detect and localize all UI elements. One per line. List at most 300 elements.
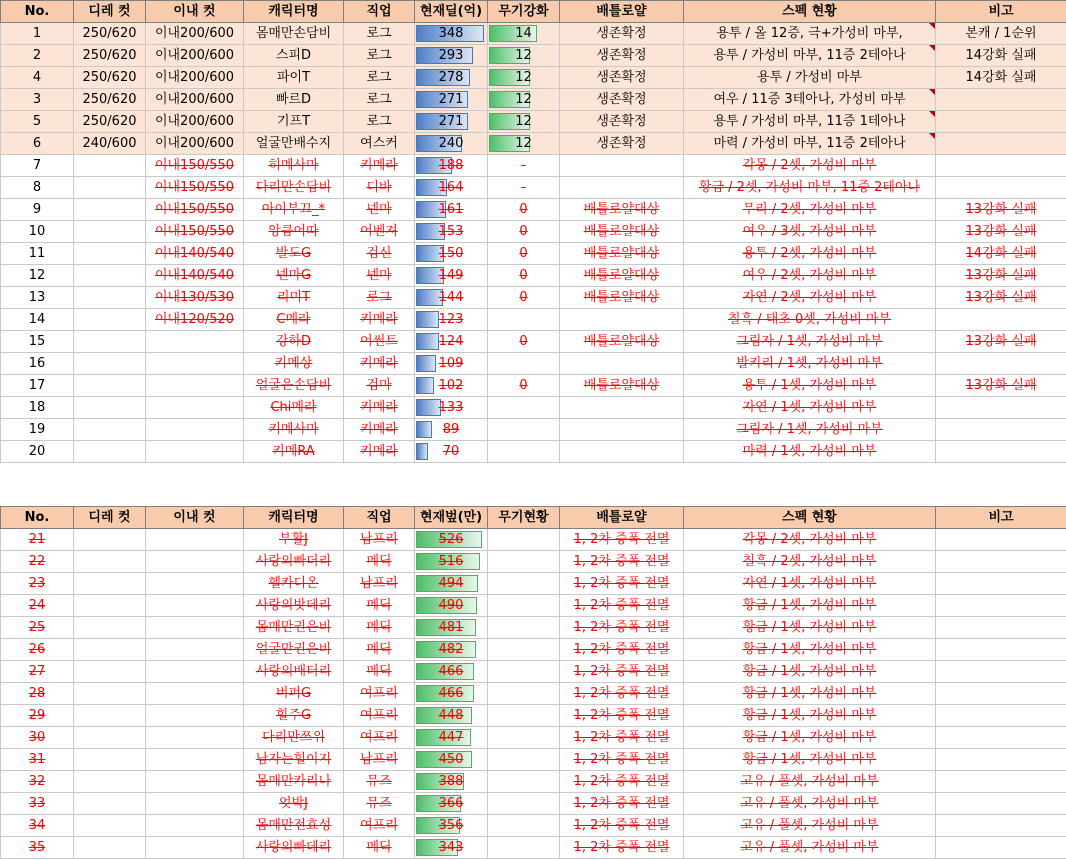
- damage-cell[interactable]: [415, 111, 488, 133]
- character-name-cell[interactable]: [244, 639, 344, 661]
- inner-cut-cell[interactable]: 이내200/600: [146, 45, 244, 67]
- dire-cut-cell[interactable]: [74, 529, 146, 551]
- spec-cell[interactable]: [684, 155, 936, 177]
- row-number-cell[interactable]: 16: [1, 353, 74, 375]
- battle-royale-cell[interactable]: [560, 749, 684, 771]
- battle-royale-cell[interactable]: [560, 177, 684, 199]
- weapon-cell[interactable]: [488, 243, 560, 265]
- comment-flag-icon[interactable]: [929, 133, 935, 139]
- inner-cut-cell[interactable]: [146, 595, 244, 617]
- row-number-cell[interactable]: 2: [1, 45, 74, 67]
- dire-cut-cell[interactable]: 250/620: [74, 89, 146, 111]
- column-header[interactable]: No.: [1, 507, 74, 529]
- spec-cell[interactable]: [684, 573, 936, 595]
- weapon-status-cell[interactable]: [488, 617, 560, 639]
- battle-royale-cell[interactable]: 생존확정: [560, 111, 684, 133]
- row-number-cell[interactable]: 1: [1, 23, 74, 45]
- spec-cell[interactable]: [684, 771, 936, 793]
- job-cell[interactable]: [344, 265, 415, 287]
- damage-cell[interactable]: [415, 89, 488, 111]
- weapon-cell[interactable]: [488, 133, 560, 155]
- battle-royale-cell[interactable]: [560, 639, 684, 661]
- battle-royale-cell[interactable]: [560, 617, 684, 639]
- inner-cut-cell[interactable]: [146, 353, 244, 375]
- row-number-cell[interactable]: 20: [1, 441, 74, 463]
- row-number-cell[interactable]: [1, 793, 74, 815]
- column-header[interactable]: 캐릭터명: [244, 507, 344, 529]
- damage-cell[interactable]: [415, 23, 488, 45]
- note-cell[interactable]: [936, 815, 1066, 837]
- dire-cut-cell[interactable]: [74, 375, 146, 397]
- character-name-cell[interactable]: [244, 353, 344, 375]
- buff-cell[interactable]: [415, 837, 488, 859]
- character-name-cell[interactable]: [244, 771, 344, 793]
- battle-royale-cell[interactable]: [560, 837, 684, 859]
- buff-cell[interactable]: [415, 727, 488, 749]
- weapon-cell[interactable]: [488, 331, 560, 353]
- buff-cell[interactable]: [415, 595, 488, 617]
- damage-cell[interactable]: [415, 265, 488, 287]
- damage-cell[interactable]: [415, 221, 488, 243]
- buff-cell[interactable]: [415, 771, 488, 793]
- note-cell[interactable]: [936, 375, 1066, 397]
- battle-royale-cell[interactable]: [560, 529, 684, 551]
- inner-cut-cell[interactable]: [146, 419, 244, 441]
- dire-cut-cell[interactable]: [74, 353, 146, 375]
- character-name-cell[interactable]: [244, 595, 344, 617]
- row-number-cell[interactable]: 8: [1, 177, 74, 199]
- row-number-cell[interactable]: 5: [1, 111, 74, 133]
- dire-cut-cell[interactable]: [74, 265, 146, 287]
- job-cell[interactable]: [344, 199, 415, 221]
- buff-cell[interactable]: [415, 573, 488, 595]
- dire-cut-cell[interactable]: 250/620: [74, 111, 146, 133]
- weapon-cell[interactable]: [488, 45, 560, 67]
- inner-cut-cell[interactable]: [146, 177, 244, 199]
- inner-cut-cell[interactable]: [146, 529, 244, 551]
- column-header[interactable]: 비고: [936, 1, 1066, 23]
- spec-cell[interactable]: [684, 551, 936, 573]
- note-cell[interactable]: [936, 419, 1066, 441]
- dire-cut-cell[interactable]: 250/620: [74, 67, 146, 89]
- job-cell[interactable]: 로그: [344, 89, 415, 111]
- note-cell[interactable]: [936, 595, 1066, 617]
- buff-cell[interactable]: [415, 683, 488, 705]
- row-number-cell[interactable]: [1, 705, 74, 727]
- character-name-cell[interactable]: [244, 177, 344, 199]
- job-cell[interactable]: [344, 419, 415, 441]
- spec-cell[interactable]: [684, 661, 936, 683]
- buff-cell[interactable]: [415, 793, 488, 815]
- job-cell[interactable]: [344, 177, 415, 199]
- weapon-cell[interactable]: [488, 265, 560, 287]
- weapon-cell[interactable]: [488, 67, 560, 89]
- inner-cut-cell[interactable]: [146, 243, 244, 265]
- inner-cut-cell[interactable]: 이내200/600: [146, 111, 244, 133]
- spec-cell[interactable]: 용투 / 가성비 마부, 11증 2테아나: [684, 45, 936, 67]
- inner-cut-cell[interactable]: [146, 661, 244, 683]
- weapon-status-cell[interactable]: [488, 639, 560, 661]
- weapon-cell[interactable]: [488, 397, 560, 419]
- row-number-cell[interactable]: 10: [1, 221, 74, 243]
- character-name-cell[interactable]: [244, 727, 344, 749]
- spec-cell[interactable]: [684, 727, 936, 749]
- battle-royale-cell[interactable]: 생존확정: [560, 89, 684, 111]
- job-cell[interactable]: [344, 683, 415, 705]
- buff-cell[interactable]: [415, 529, 488, 551]
- dire-cut-cell[interactable]: [74, 155, 146, 177]
- comment-flag-icon[interactable]: [929, 89, 935, 95]
- character-name-cell[interactable]: [244, 815, 344, 837]
- buff-cell[interactable]: [415, 617, 488, 639]
- battle-royale-cell[interactable]: [560, 815, 684, 837]
- note-cell[interactable]: [936, 155, 1066, 177]
- inner-cut-cell[interactable]: [146, 815, 244, 837]
- column-header[interactable]: 현재벞(만): [415, 507, 488, 529]
- spec-cell[interactable]: [684, 177, 936, 199]
- row-number-cell[interactable]: [1, 529, 74, 551]
- battle-royale-cell[interactable]: [560, 727, 684, 749]
- note-cell[interactable]: [936, 705, 1066, 727]
- column-header[interactable]: 무기강화: [488, 1, 560, 23]
- inner-cut-cell[interactable]: 이내200/600: [146, 89, 244, 111]
- column-header[interactable]: 이내 컷: [146, 507, 244, 529]
- inner-cut-cell[interactable]: [146, 639, 244, 661]
- note-cell[interactable]: [936, 661, 1066, 683]
- character-name-cell[interactable]: [244, 309, 344, 331]
- inner-cut-cell[interactable]: [146, 705, 244, 727]
- battle-royale-cell[interactable]: [560, 243, 684, 265]
- note-cell[interactable]: 본캐 / 1순위: [936, 23, 1066, 45]
- dire-cut-cell[interactable]: [74, 793, 146, 815]
- note-cell[interactable]: [936, 639, 1066, 661]
- dire-cut-cell[interactable]: [74, 815, 146, 837]
- dire-cut-cell[interactable]: [74, 639, 146, 661]
- inner-cut-cell[interactable]: 이내200/600: [146, 133, 244, 155]
- spec-cell[interactable]: [684, 837, 936, 859]
- battle-royale-cell[interactable]: [560, 793, 684, 815]
- battle-royale-cell[interactable]: [560, 287, 684, 309]
- weapon-cell[interactable]: [488, 199, 560, 221]
- spec-cell[interactable]: 용투 / 가성비 마부, 11증 1테아나: [684, 111, 936, 133]
- battle-royale-cell[interactable]: [560, 661, 684, 683]
- row-number-cell[interactable]: 13: [1, 287, 74, 309]
- character-name-cell[interactable]: [244, 441, 344, 463]
- column-header[interactable]: 스펙 현황: [684, 1, 936, 23]
- character-name-cell[interactable]: [244, 265, 344, 287]
- row-number-cell[interactable]: 9: [1, 199, 74, 221]
- weapon-status-cell[interactable]: [488, 705, 560, 727]
- job-cell[interactable]: 로그: [344, 45, 415, 67]
- weapon-cell[interactable]: [488, 155, 560, 177]
- row-number-cell[interactable]: 18: [1, 397, 74, 419]
- note-cell[interactable]: [936, 353, 1066, 375]
- weapon-cell[interactable]: [488, 177, 560, 199]
- character-name-cell[interactable]: [244, 221, 344, 243]
- buff-cell[interactable]: [415, 661, 488, 683]
- battle-royale-cell[interactable]: [560, 331, 684, 353]
- character-name-cell[interactable]: [244, 793, 344, 815]
- dire-cut-cell[interactable]: [74, 177, 146, 199]
- character-name-cell[interactable]: [244, 419, 344, 441]
- weapon-cell[interactable]: [488, 309, 560, 331]
- character-name-cell[interactable]: [244, 749, 344, 771]
- buff-cell[interactable]: [415, 639, 488, 661]
- spec-cell[interactable]: [684, 749, 936, 771]
- job-cell[interactable]: [344, 397, 415, 419]
- weapon-status-cell[interactable]: [488, 661, 560, 683]
- battle-royale-cell[interactable]: [560, 353, 684, 375]
- battle-royale-cell[interactable]: [560, 155, 684, 177]
- job-cell[interactable]: [344, 749, 415, 771]
- row-number-cell[interactable]: 17: [1, 375, 74, 397]
- inner-cut-cell[interactable]: [146, 375, 244, 397]
- dire-cut-cell[interactable]: [74, 573, 146, 595]
- inner-cut-cell[interactable]: [146, 551, 244, 573]
- row-number-cell[interactable]: [1, 639, 74, 661]
- dire-cut-cell[interactable]: [74, 331, 146, 353]
- note-cell[interactable]: [936, 133, 1066, 155]
- spec-cell[interactable]: [684, 419, 936, 441]
- row-number-cell[interactable]: 15: [1, 331, 74, 353]
- damage-cell[interactable]: [415, 375, 488, 397]
- inner-cut-cell[interactable]: [146, 331, 244, 353]
- spec-cell[interactable]: [684, 243, 936, 265]
- job-cell[interactable]: [344, 331, 415, 353]
- job-cell[interactable]: [344, 727, 415, 749]
- buff-cell[interactable]: [415, 551, 488, 573]
- job-cell[interactable]: [344, 287, 415, 309]
- spec-cell[interactable]: [684, 309, 936, 331]
- dire-cut-cell[interactable]: [74, 551, 146, 573]
- comment-flag-icon[interactable]: [929, 111, 935, 117]
- note-cell[interactable]: [936, 837, 1066, 859]
- character-name-cell[interactable]: [244, 705, 344, 727]
- row-number-cell[interactable]: 12: [1, 265, 74, 287]
- inner-cut-cell[interactable]: [146, 617, 244, 639]
- dire-cut-cell[interactable]: [74, 771, 146, 793]
- note-cell[interactable]: [936, 793, 1066, 815]
- weapon-cell[interactable]: [488, 375, 560, 397]
- job-cell[interactable]: [344, 639, 415, 661]
- job-cell[interactable]: 여스커: [344, 133, 415, 155]
- damage-cell[interactable]: [415, 177, 488, 199]
- dire-cut-cell[interactable]: [74, 705, 146, 727]
- column-header[interactable]: 캐릭터명: [244, 1, 344, 23]
- character-name-cell[interactable]: [244, 287, 344, 309]
- weapon-cell[interactable]: [488, 287, 560, 309]
- dire-cut-cell[interactable]: [74, 221, 146, 243]
- battle-royale-cell[interactable]: 생존확정: [560, 67, 684, 89]
- column-header[interactable]: 이내 컷: [146, 1, 244, 23]
- character-name-cell[interactable]: [244, 617, 344, 639]
- column-header[interactable]: 무기현황: [488, 507, 560, 529]
- row-number-cell[interactable]: 4: [1, 67, 74, 89]
- dire-cut-cell[interactable]: 250/620: [74, 45, 146, 67]
- job-cell[interactable]: [344, 155, 415, 177]
- character-name-cell[interactable]: [244, 375, 344, 397]
- spec-cell[interactable]: [684, 793, 936, 815]
- weapon-cell[interactable]: [488, 23, 560, 45]
- job-cell[interactable]: [344, 375, 415, 397]
- character-name-cell[interactable]: 빠르D: [244, 89, 344, 111]
- row-number-cell[interactable]: [1, 595, 74, 617]
- row-number-cell[interactable]: 19: [1, 419, 74, 441]
- job-cell[interactable]: [344, 353, 415, 375]
- character-name-cell[interactable]: 얼굴만배수지: [244, 133, 344, 155]
- battle-royale-cell[interactable]: [560, 419, 684, 441]
- damage-cell[interactable]: [415, 441, 488, 463]
- damage-cell[interactable]: [415, 331, 488, 353]
- job-cell[interactable]: [344, 243, 415, 265]
- battle-royale-cell[interactable]: [560, 309, 684, 331]
- damage-cell[interactable]: [415, 309, 488, 331]
- dire-cut-cell[interactable]: [74, 419, 146, 441]
- note-cell[interactable]: 14강화 실패: [936, 45, 1066, 67]
- dire-cut-cell[interactable]: 250/620: [74, 23, 146, 45]
- job-cell[interactable]: [344, 309, 415, 331]
- column-header[interactable]: 배틀로얄: [560, 507, 684, 529]
- job-cell[interactable]: 로그: [344, 23, 415, 45]
- note-cell[interactable]: [936, 683, 1066, 705]
- note-cell[interactable]: [936, 221, 1066, 243]
- note-cell[interactable]: [936, 551, 1066, 573]
- inner-cut-cell[interactable]: [146, 309, 244, 331]
- character-name-cell[interactable]: 파이T: [244, 67, 344, 89]
- character-name-cell[interactable]: [244, 573, 344, 595]
- spec-cell[interactable]: 용투 / 올 12증, 극+가성비 마부,: [684, 23, 936, 45]
- dire-cut-cell[interactable]: [74, 441, 146, 463]
- dire-cut-cell[interactable]: [74, 617, 146, 639]
- column-header[interactable]: 비고: [936, 507, 1066, 529]
- spec-cell[interactable]: [684, 375, 936, 397]
- damage-cell[interactable]: [415, 45, 488, 67]
- row-number-cell[interactable]: [1, 573, 74, 595]
- row-number-cell[interactable]: [1, 749, 74, 771]
- note-cell[interactable]: [936, 441, 1066, 463]
- weapon-cell[interactable]: [488, 111, 560, 133]
- job-cell[interactable]: [344, 815, 415, 837]
- dire-cut-cell[interactable]: [74, 287, 146, 309]
- note-cell[interactable]: [936, 265, 1066, 287]
- character-name-cell[interactable]: [244, 243, 344, 265]
- row-number-cell[interactable]: [1, 771, 74, 793]
- weapon-status-cell[interactable]: [488, 683, 560, 705]
- weapon-cell[interactable]: [488, 89, 560, 111]
- character-name-cell[interactable]: [244, 837, 344, 859]
- job-cell[interactable]: [344, 771, 415, 793]
- spec-cell[interactable]: 여우 / 11증 3테아나, 가성비 마부: [684, 89, 936, 111]
- damage-cell[interactable]: [415, 133, 488, 155]
- battle-royale-cell[interactable]: [560, 705, 684, 727]
- battle-royale-cell[interactable]: [560, 441, 684, 463]
- spec-cell[interactable]: [684, 441, 936, 463]
- inner-cut-cell[interactable]: [146, 771, 244, 793]
- inner-cut-cell[interactable]: [146, 727, 244, 749]
- character-name-cell[interactable]: [244, 331, 344, 353]
- inner-cut-cell[interactable]: [146, 441, 244, 463]
- dire-cut-cell[interactable]: [74, 683, 146, 705]
- battle-royale-cell[interactable]: [560, 683, 684, 705]
- comment-flag-icon[interactable]: [929, 23, 935, 29]
- damage-cell[interactable]: [415, 353, 488, 375]
- spec-cell[interactable]: [684, 353, 936, 375]
- spec-cell[interactable]: 용투 / 가성비 마부: [684, 67, 936, 89]
- spec-cell[interactable]: [684, 705, 936, 727]
- character-name-cell[interactable]: 기프T: [244, 111, 344, 133]
- inner-cut-cell[interactable]: [146, 155, 244, 177]
- spec-cell[interactable]: [684, 287, 936, 309]
- row-number-cell[interactable]: [1, 815, 74, 837]
- spec-cell[interactable]: [684, 683, 936, 705]
- job-cell[interactable]: [344, 617, 415, 639]
- weapon-status-cell[interactable]: [488, 529, 560, 551]
- damage-cell[interactable]: [415, 155, 488, 177]
- spec-cell[interactable]: [684, 815, 936, 837]
- battle-royale-cell[interactable]: [560, 595, 684, 617]
- note-cell[interactable]: [936, 111, 1066, 133]
- job-cell[interactable]: [344, 705, 415, 727]
- column-header[interactable]: 직업: [344, 507, 415, 529]
- row-number-cell[interactable]: [1, 551, 74, 573]
- weapon-status-cell[interactable]: [488, 595, 560, 617]
- character-name-cell[interactable]: [244, 683, 344, 705]
- comment-flag-icon[interactable]: [929, 45, 935, 51]
- spec-cell[interactable]: [684, 199, 936, 221]
- inner-cut-cell[interactable]: 이내200/600: [146, 23, 244, 45]
- spec-cell[interactable]: [684, 265, 936, 287]
- battle-royale-cell[interactable]: [560, 265, 684, 287]
- character-name-cell[interactable]: [244, 661, 344, 683]
- spec-cell[interactable]: [684, 595, 936, 617]
- weapon-status-cell[interactable]: [488, 793, 560, 815]
- column-header[interactable]: 스펙 현황: [684, 507, 936, 529]
- battle-royale-cell[interactable]: 생존확정: [560, 133, 684, 155]
- job-cell[interactable]: [344, 595, 415, 617]
- row-number-cell[interactable]: 14: [1, 309, 74, 331]
- inner-cut-cell[interactable]: [146, 793, 244, 815]
- battle-royale-cell[interactable]: 생존확정: [560, 45, 684, 67]
- job-cell[interactable]: [344, 837, 415, 859]
- note-cell[interactable]: [936, 397, 1066, 419]
- weapon-status-cell[interactable]: [488, 551, 560, 573]
- dire-cut-cell[interactable]: [74, 837, 146, 859]
- buff-cell[interactable]: [415, 815, 488, 837]
- weapon-status-cell[interactable]: [488, 749, 560, 771]
- note-cell[interactable]: [936, 243, 1066, 265]
- character-name-cell[interactable]: [244, 199, 344, 221]
- spec-cell[interactable]: [684, 617, 936, 639]
- weapon-status-cell[interactable]: [488, 837, 560, 859]
- job-cell[interactable]: 로그: [344, 111, 415, 133]
- weapon-status-cell[interactable]: [488, 771, 560, 793]
- note-cell[interactable]: [936, 331, 1066, 353]
- dire-cut-cell[interactable]: [74, 749, 146, 771]
- note-cell[interactable]: [936, 177, 1066, 199]
- weapon-cell[interactable]: [488, 353, 560, 375]
- row-number-cell[interactable]: [1, 727, 74, 749]
- note-cell[interactable]: [936, 199, 1066, 221]
- note-cell[interactable]: [936, 573, 1066, 595]
- spec-cell[interactable]: [684, 331, 936, 353]
- dire-cut-cell[interactable]: [74, 199, 146, 221]
- column-header[interactable]: 디레 컷: [74, 507, 146, 529]
- weapon-cell[interactable]: [488, 441, 560, 463]
- dire-cut-cell[interactable]: [74, 727, 146, 749]
- battle-royale-cell[interactable]: [560, 573, 684, 595]
- row-number-cell[interactable]: [1, 683, 74, 705]
- weapon-status-cell[interactable]: [488, 573, 560, 595]
